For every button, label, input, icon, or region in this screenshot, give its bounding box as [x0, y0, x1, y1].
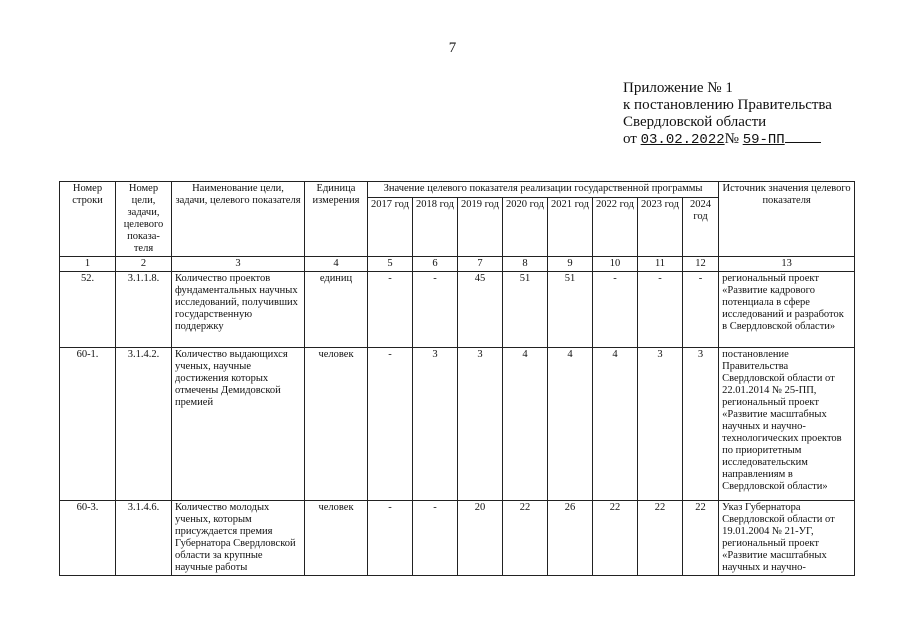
indicator-name: Количество молодых ученых, которым присуждается премия Губернатора Свердловской области за крупные научные работы — [172, 501, 305, 576]
header-year: 2018 год — [413, 198, 458, 257]
column-number: 8 — [503, 257, 548, 272]
date-prefix: от — [623, 131, 637, 147]
header-values-group: Значение целевого показателя реализации государственной программы — [368, 182, 719, 198]
value-2019: 3 — [458, 348, 503, 501]
header-name: Наименование цели, задачи, целевого показателя — [172, 182, 305, 257]
goal-code: 3.1.4.6. — [116, 501, 172, 576]
header-year: 2024 год — [683, 198, 719, 257]
unit: единиц — [305, 272, 368, 348]
header-year: 2017 год — [368, 198, 413, 257]
appendix-line-3: Свердловской области — [623, 114, 767, 130]
column-number: 10 — [593, 257, 638, 272]
value-2019: 20 — [458, 501, 503, 576]
value-2023: 22 — [638, 501, 683, 576]
value-2017: - — [368, 348, 413, 501]
decree-number: 59-ПП — [742, 132, 785, 148]
column-number: 3 — [172, 257, 305, 272]
value-2021: 4 — [548, 348, 593, 501]
table-row — [60, 501, 855, 576]
row-number: 60-1. — [60, 348, 116, 501]
value-2021: 26 — [548, 501, 593, 576]
header-goal-number: Номер цели, задачи, целевого показа-теля — [116, 182, 172, 257]
row-number: 60-3. — [60, 501, 116, 576]
value-2020: 22 — [503, 501, 548, 576]
value-2024: - — [683, 272, 719, 348]
indicator-name: Количество проектов фундаментальных научных исследований, получивших государственную поддержку — [172, 272, 305, 348]
indicator-source: Указ Губернатора Свердловской области от 19.01.2004 № 21-УГ, региональный проект «Развитие масштабных научных и научно- — [719, 501, 855, 576]
appendix-title: Приложение № 1 — [623, 80, 733, 96]
value-2019: 45 — [458, 272, 503, 348]
value-2020: 51 — [503, 272, 548, 348]
value-2023: - — [638, 272, 683, 348]
number-sign: № — [724, 131, 739, 147]
column-number: 1 — [60, 257, 116, 272]
column-number: 12 — [683, 257, 719, 272]
row-number: 52. — [60, 272, 116, 348]
value-2024: 3 — [683, 348, 719, 501]
header-source: Источник значения целевого показателя — [719, 182, 855, 257]
header-year: 2020 год — [503, 198, 548, 257]
value-2023: 3 — [638, 348, 683, 501]
value-2018: - — [413, 501, 458, 576]
value-2018: 3 — [413, 348, 458, 501]
header-unit: Единица измерения — [305, 182, 368, 257]
value-2022: 4 — [593, 348, 638, 501]
indicator-source: региональный проект «Развитие кадрового потенциала в сфере исследований и разработок в Свердловской области» — [719, 272, 855, 348]
value-2022: 22 — [593, 501, 638, 576]
page-number: 7 — [448, 40, 457, 56]
value-2022: - — [593, 272, 638, 348]
column-number: 13 — [719, 257, 855, 272]
goal-code: 3.1.1.8. — [116, 272, 172, 348]
decree-date: 03.02.2022 — [640, 132, 725, 148]
header-year: 2021 год — [548, 198, 593, 257]
value-2021: 51 — [548, 272, 593, 348]
column-number: 9 — [548, 257, 593, 272]
column-number: 5 — [368, 257, 413, 272]
table-row — [60, 272, 855, 348]
header-row-1 — [60, 182, 855, 198]
appendix-line-2: к постановлению Правительства — [623, 97, 832, 113]
table-row — [60, 348, 855, 501]
column-number: 7 — [458, 257, 503, 272]
unit: человек — [305, 348, 368, 501]
column-number-row — [60, 257, 855, 272]
value-2018: - — [413, 272, 458, 348]
value-2017: - — [368, 501, 413, 576]
column-number: 2 — [116, 257, 172, 272]
indicator-source: постановление Правительства Свердловской области от 22.01.2014 № 25-ПП, региональный проект «Развитие масштабных научных и научно-технологических проектов по приоритетным исследовательским направлениям в Свердловской области» — [719, 348, 855, 501]
indicators-table — [59, 181, 855, 576]
column-number: 11 — [638, 257, 683, 272]
indicator-name: Количество выдающихся ученых, научные достижения которых отмечены Демидовской премией — [172, 348, 305, 501]
underline-tail — [785, 132, 821, 143]
appendix-date-line — [623, 131, 883, 149]
header-year: 2019 год — [458, 198, 503, 257]
header-row-number: Номер строки — [60, 182, 116, 257]
value-2024: 22 — [683, 501, 719, 576]
value-2020: 4 — [503, 348, 548, 501]
goal-code: 3.1.4.2. — [116, 348, 172, 501]
appendix-block — [623, 80, 883, 149]
value-2017: - — [368, 272, 413, 348]
column-number: 4 — [305, 257, 368, 272]
column-number: 6 — [413, 257, 458, 272]
unit: человек — [305, 501, 368, 576]
header-year: 2022 год — [593, 198, 638, 257]
header-year: 2023 год — [638, 198, 683, 257]
